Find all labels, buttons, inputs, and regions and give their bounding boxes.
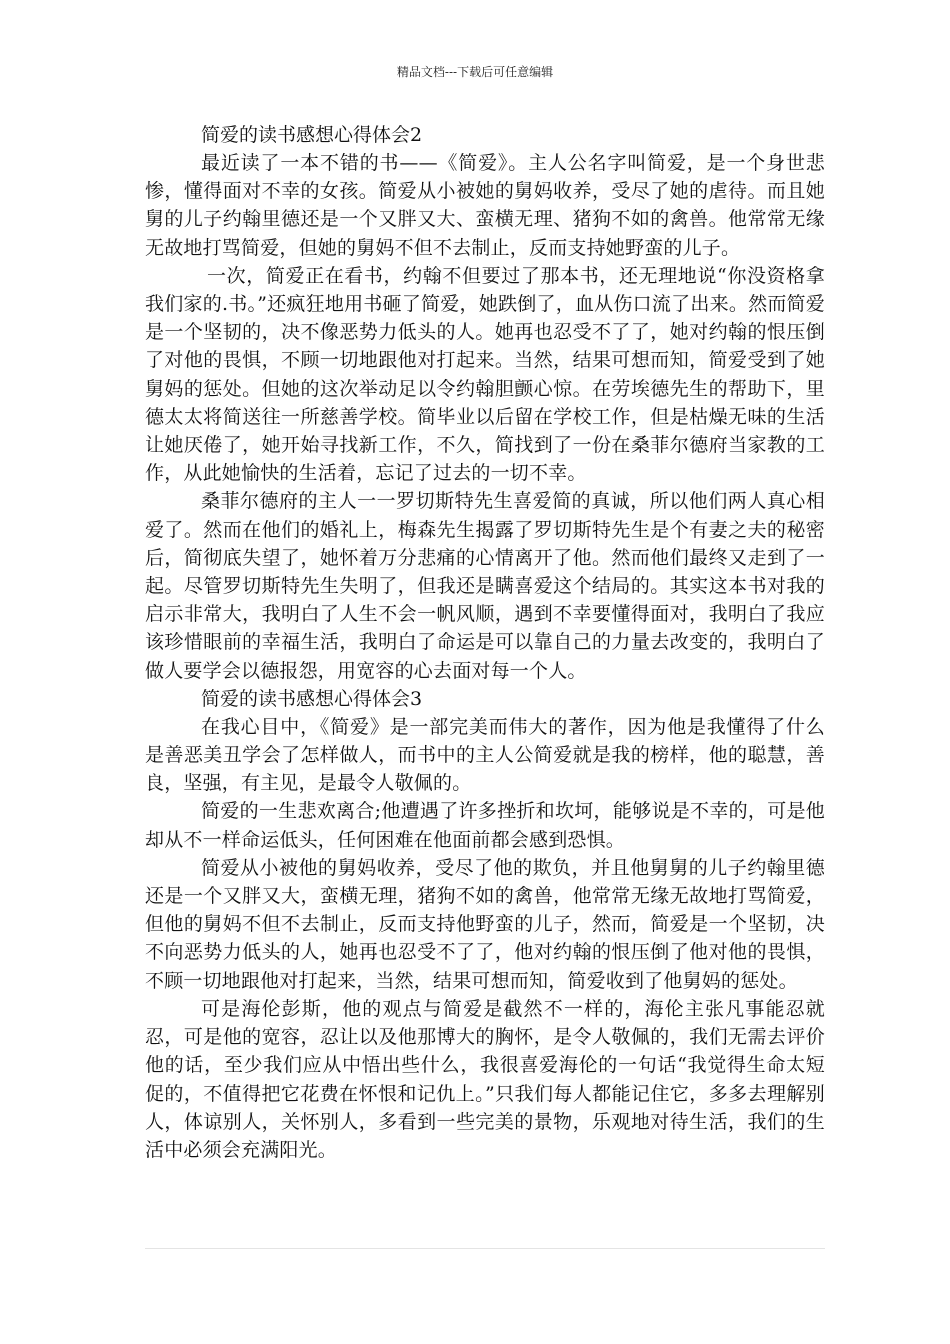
paragraph: 一次，简爱正在看书，约翰不但要过了那本书，还无理地说“你没资格拿我们家的.书。”还疯狂地用书砸了简爱，她跌倒了，血从伤口流了出来。然而简爱是一个坚韧的，决不像恶势力低头的人。她再也忍受不了了，她对约翰的恨压倒了对他的畏惧，不顾一切地跟他对打起来。当然，结果可想而知，简爱受到了她舅妈的惩处。但她的这次举动足以令约翰胆颤心惊。在劳埃德先生的帮助下，里德太太将简送往一所慈善学校。简毕业以后留在学校工作，但是枯燥无味的生活让她厌倦了，她开始寻找新工作，不久，简找到了一份在桑菲尔德府当家教的工作，从此她愉快的生活着，忘记了过去的一切不幸。	[145, 264, 825, 485]
paragraph: 最近读了一本不错的书——《简爱》。主人公名字叫简爱，是一个身世悲惨，懂得面对不幸的女孩。简爱从小被她的舅妈收养，受尽了她的虐待。而且她舅的儿子约翰里德还是一个又胖又大、蛮横无理、猪狗不如的禽兽。他常常无缘无故地打骂简爱，但她的舅妈不但不去制止，反而支持她野蛮的儿子。	[145, 152, 825, 259]
page-header: 精品文档---下载后可任意编辑	[396, 65, 554, 79]
paragraph: 简爱从小被他的舅妈收养，受尽了他的欺负，并且他舅舅的儿子约翰里德还是一个又胖又大，蛮横无理，猪狗不如的禽兽，他常常无缘无故地打骂简爱，但他的舅妈不但不去制止，反而支持他野蛮的儿子，然而，简爱是一个坚韧，决不向恶势力低头的人，她再也忍受不了了，他对约翰的恨压倒了他对他的畏惧，不顾一切地跟他对打起来，当然，结果可想而知，简爱收到了他舅妈的惩处。	[145, 856, 825, 992]
paragraph: 可是海伦彭斯，他的观点与简爱是截然不一样的，海伦主张凡事能忍就忍，可是他的宽容，忍让以及他那博大的胸怀，是令人敬佩的，我们无需去评价他的话，至少我们应从中悟出些什么，我很喜爱海伦的一句话“我觉得生命太短促的，不值得把它花费在怀恨和记仇上。”只我们每人都能记住它，多多去理解别人，体谅别人，关怀别人，多看到一些完美的景物，乐观地对待生活，我们的生活中必须会充满阳光。	[145, 997, 825, 1161]
section-title: 简爱的读书感想心得体会2	[201, 124, 423, 146]
paragraph: 简爱的一生悲欢离合;他遭遇了许多挫折和坎坷，能够说是不幸的，可是他却从不一样命运低头，任何困难在他面前都会感到恐惧。	[145, 800, 825, 851]
section-title: 简爱的读书感想心得体会3	[201, 687, 423, 710]
document-body	[145, 121, 825, 1164]
paragraph: 在我心目中，《简爱》是一部完美而伟大的著作，因为他是我懂得了什么是善恶美丑学会了怎样做人，而书中的主人公简爱就是我的榜样，他的聪慧，善良，坚强，有主见，是最令人敬佩的。	[145, 715, 825, 795]
footer-divider	[145, 1248, 825, 1249]
paragraph: 桑菲尔德府的主人一一罗切斯特先生喜爱简的真诚，所以他们两人真心相爱了。然而在他们的婚礼上，梅森先生揭露了罗切斯特先生是个有妻之夫的秘密后，简彻底失望了，她怀着万分悲痛的心情离开了他。然而他们最终又走到了一起。尽管罗切斯特先生失明了，但我还是瞒喜爱这个结局的。其实这本书对我的启示非常大，我明白了人生不会一帆风顺，遇到不幸要懂得面对，我明白了我应该珍惜眼前的幸福生活，我明白了命运是可以靠自己的力量去改变的，我明白了做人要学会以德报怨，用宽容的心去面对每一个人。	[145, 490, 825, 682]
